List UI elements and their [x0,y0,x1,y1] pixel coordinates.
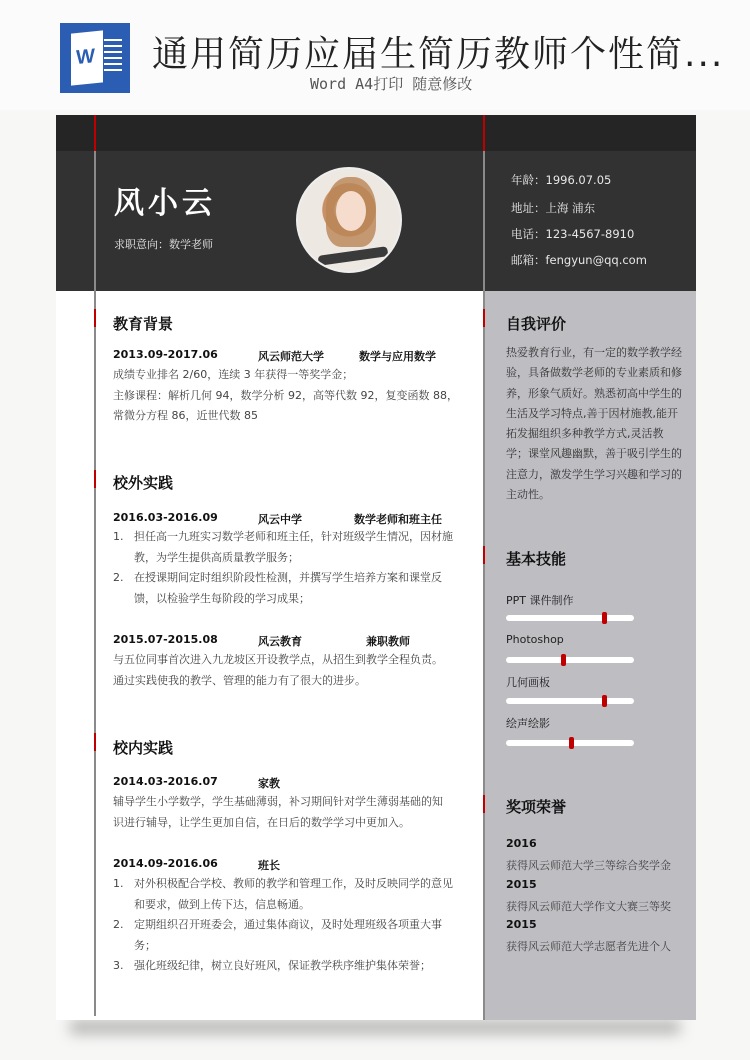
document-title: 通用简历应届生简历教师个性简... [152,34,725,75]
award-text: 获得风云师范大学三等综合奖学金 [506,859,671,872]
section-title-internal-practice: 校内实践 [113,739,174,757]
award-year: 2016 [506,837,537,850]
banner [0,0,750,110]
skill-knob[interactable] [602,612,607,624]
document-subtitle: Word A4打印 随意修改 [310,75,473,93]
page-shadow [70,1020,680,1034]
skill-label: 绘声绘影 [506,717,550,730]
section-title-skills: 基本技能 [506,550,567,568]
word-page-shape [71,30,103,85]
skill-label: Photoshop [506,633,564,646]
award-text: 获得风云师范大学志愿者先进个人 [506,940,671,953]
skill-slider[interactable] [506,698,634,704]
word-letter: W [76,45,95,70]
list-item: 3. 强化班级纪律，树立良好班风，保证教学秩序维护集体荣誉； [113,959,431,972]
skill-label: 几何画板 [506,676,550,689]
avatar [296,167,402,273]
section-title-external-practice: 校外实践 [113,474,174,492]
contact-age: 年龄：1996.07.05 [511,173,612,187]
section-marker [94,470,96,488]
header-top-bar [56,115,696,151]
skill-knob[interactable] [602,695,607,707]
contact-email[interactable]: 邮箱：fengyun@qq.com [511,253,647,267]
practice-duty-list [113,527,453,609]
skill-slider[interactable] [506,740,634,746]
section-marker [483,795,485,813]
contact-address: 地址：上海 浦东 [511,201,596,215]
left-timeline-line [94,151,96,1016]
section-marker [94,733,96,751]
list-item: 2. 定期组织召开班委会，通过集体商议，及时处理班级各项重大事务； [113,918,442,952]
list-item: 2. 在授课期间定时组织阶段性检测，并撰写学生培养方案和课堂反馈，以检验学生每阶段的学习成果； [113,571,442,605]
candidate-name: 风小云 [114,186,216,221]
list-item: 1. 对外积极配合学校、教师的教学和管理工作，及时反映同学的意见和要求，做到上传下达，信息畅通。 [113,877,453,911]
award-year: 2015 [506,918,537,931]
award-year: 2015 [506,878,537,891]
section-marker [483,546,485,564]
word-icon [60,23,130,93]
word-lines-icon [104,39,122,75]
section-marker [94,309,96,327]
red-marker-top-right [483,115,485,151]
right-divider-line [483,151,485,1020]
self-evaluation-text: 热爱教育行业，有一定的数学教学经验，具备做数学老师的专业素质和修养，形象气质好。熟悉初高中学生的生活及学习特点,善于因材施教,能开拓发掘组织多种教学方式,灵活教学；课堂风趣幽默，善于吸引学生的注意力，激发学生学习兴趣和学习的主动性。 [506,346,682,502]
monitor-duty-list [113,874,453,977]
practice-details: 与五位同事首次进入九龙坡区开设教学点，从招生到教学全程负责。 通过实践使我的教学、管理的能力有了很大的进步。 [113,653,443,687]
list-item: 1. 担任高一九班实习数学老师和班主任，针对班级学生情况，因材施教，为学生提供高质量教学服务； [113,530,453,564]
skill-slider[interactable] [506,615,634,621]
skill-knob[interactable] [561,654,566,666]
red-marker-top-left [94,115,96,151]
section-title-self-evaluation: 自我评价 [506,315,567,333]
education-details: 成绩专业排名 2/60，连续 3 年获得一等奖学金； 主修课程：解析几何 94，数学分析 92，高等代数 92，复变函数 88， 常微分方程 86，近世代数 85 [113,368,458,422]
award-text: 获得风云师范大学作文大赛三等奖 [506,900,671,913]
practice-details: 辅导学生小学数学，学生基础薄弱，补习期间针对学生薄弱基础的知 识进行辅导，让学生更加自信，在日后的数学学习中更加入。 [113,795,443,829]
section-marker [483,309,485,327]
section-title-education: 教育背景 [113,315,174,333]
resume-sheet: 风小云 求职意向：数学老师 年龄：1996.07.05 地址：上海 浦东 电话：123-4567-8910 邮箱：fengyun@qq.com 教育背景 2013.09-2017.06 风云师范大学 数学与应用数学 成绩专业排名 2/60，连续 3 年获得一等奖学金； 主修课程：解析几何 94，数学分析 92，高等代数 92，复变函数 88， 常微分方程 86，近世代数 85 校外实践 2016.03-2016.09 风云中学 数学老师和班主任 1. 担任高一九班实习数学老师和班主任，针对班级学生情况，因材施教，为学生提供高质量教学服务； 2. 在授课期间定时组织阶段性检测，并撰写学生培养方案和课堂反馈，以检验学生每阶段的学习成果； 2015.07-2015.08 风云教育 兼职教师 与五位同事首次进入九龙坡区开设教学点，从招生到教学全程负责。 通过实践使我的教学、管理的能力有了很大的进步。 校内实践 2014.03-2016.07 家教 辅导学生小学数学，学生基础薄弱，补习期间针对学生薄弱基础的知 识进行辅导，让学生更加自信，在日后的数学学习中更加入。 2014.09-2016.06 班长 1. 对外积极配合学校、教师的教学和管理工作，及时反映同学的意见和要求，做到上传下达，信息畅通。 2. 定期组织召开班委会，通过集体商议，及时处理班级各项重大事务； 3. 强化班级纪律，树立良好班风，保证教学秩序维护集体荣誉； 自我评价 热爱教育行业，有一定的数学教学经验，具备做数学老师的专业素质和修养，形象气质好。熟悉初高中学生的生活及学习特点,善于因材施教,能开拓发掘组织多种教学方式,灵活教学；课堂风趣幽默，善于吸引学生的注意力，激发学生学习兴趣和学习的主动性。 基本技能 PPT 课件制作 Photoshop 几何画板 绘声绘影 奖项荣誉 2016 获得风云师范大学三等综合奖学金 2015 获得风云师范大学作文大赛三等奖 2015 获得风云师范大学志愿者先进个人 [56,115,696,1020]
skill-slider[interactable] [506,657,634,663]
job-intent: 求职意向：数学老师 [114,238,213,251]
contact-phone: 电话：123-4567-8910 [511,227,635,241]
section-title-awards: 奖项荣誉 [506,798,567,816]
skill-knob[interactable] [569,737,574,749]
skill-label: PPT 课件制作 [506,594,574,607]
